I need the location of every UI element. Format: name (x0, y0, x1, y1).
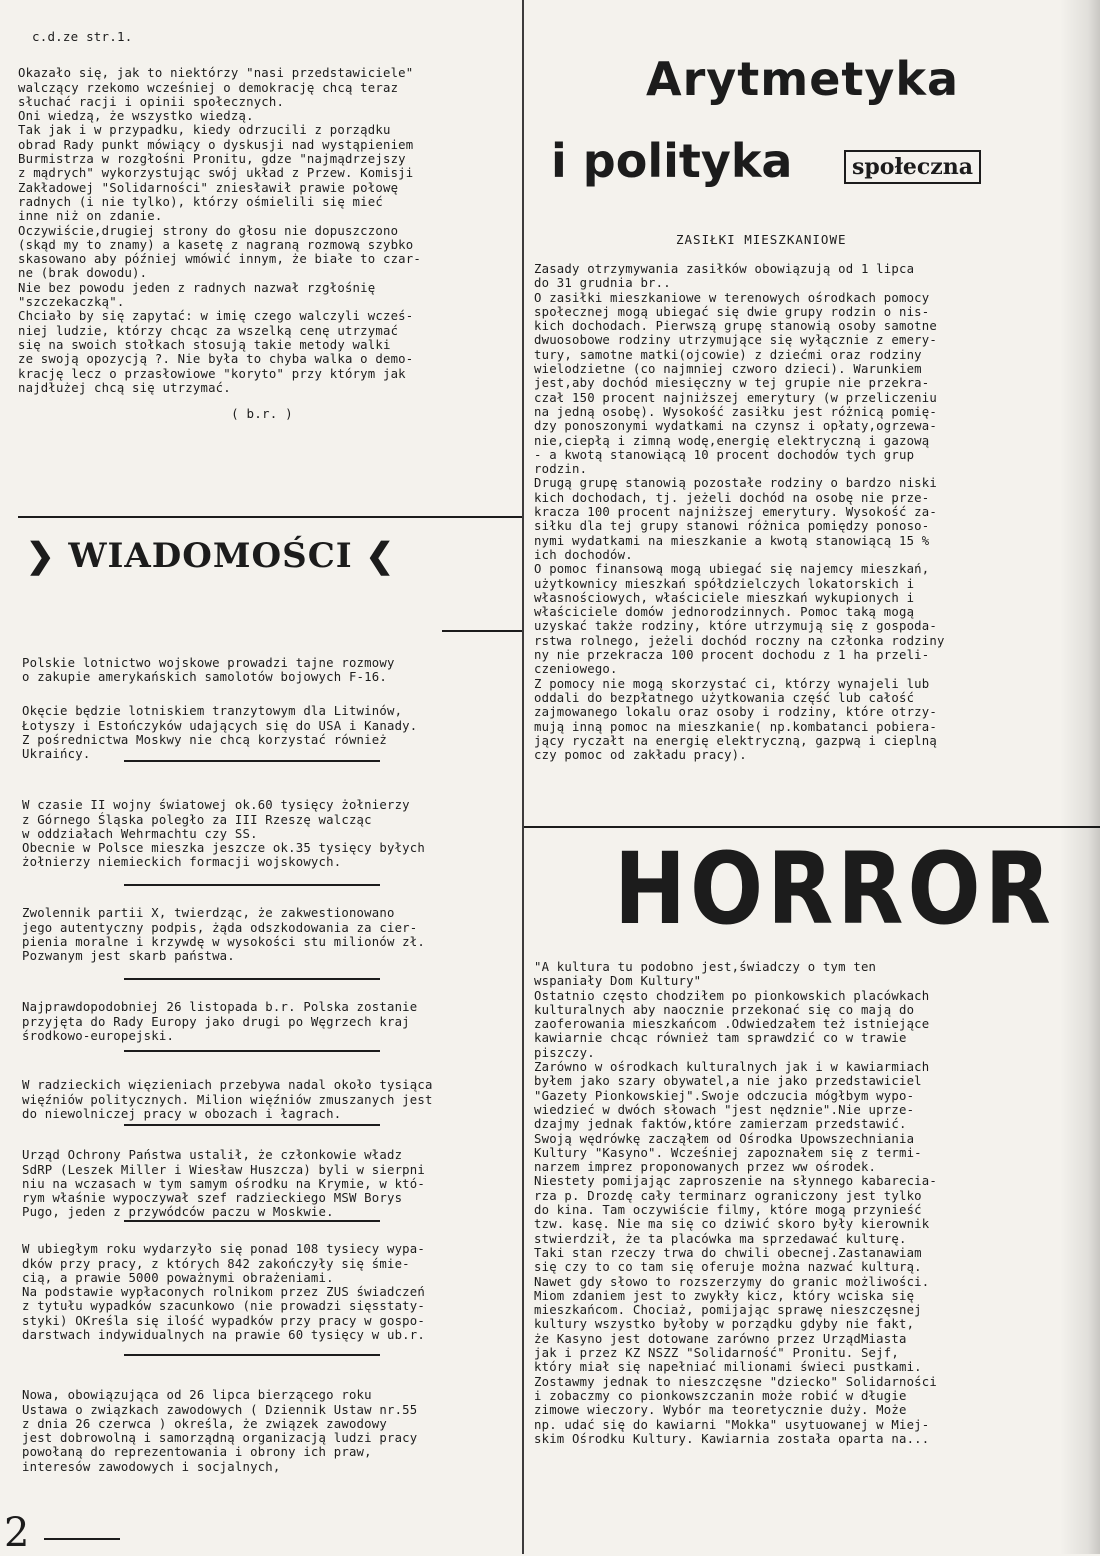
news-separator (124, 760, 380, 762)
arrow-left-icon: ❮ (365, 536, 396, 576)
news-separator (124, 1354, 380, 1356)
news-item-text: W ubiegłym roku wydarzyło się ponad 108 tysiecy wypa- dków przy pracy, z których 842 zakończyły się śmie- cią, a prawie 5000 poważnymi obrażeniami. Na podstawie wypłaconych rolnikom przez ZUS świadczeń z tytułu wypadków szacunkowo (nie prowadzi sięsstaty- styki) OKreśla się ilość wypadków przy pracy w gospo- darstwach indywidualnych na prawie 60 tysięcy w ub.r. (22, 1242, 425, 1343)
news-item-3 (22, 784, 502, 884)
title-spoleczna: społeczna (844, 150, 981, 184)
horror-article: "A kultura tu podobno jest,świadczy o tym ten wspaniały Dom Kultury" Ostatnio często chodziłem po pionkowskich placówkach kulturalnych aby naocznie przekonać się co mają do zaoferowania mieszkańcom .Odwiedzałem też istniejące kawiarnie chcąc również tam sprawdzić co w trawie piszczy. Zarówno w ośrodkach kulturalnych jak i w kawiarmiach byłem jako szary obywatel,a nie jako przedstawiciel "Gazety Pionkowskiej".Swoje odczucia mógłbym wypo- wiedzieć w dwóch słowach "jest nędznie".Nie uprze- dzajmy jednak faktów,które zamierzam przedstawić. Swoją wędrówkę zacząłem od Ośrodka Upowszechniania Kultury "Kasyno". Wcześniej zapoznałem się z termi- narzem imprez proponowanych przez ww ośrodek. Niestety pomijając zaproszenie na słynnego kabareciа- rza p. Drozdę cały terminarz ograniczony jest tylko do kina. Tam oczywiście filmy, które mogą przyniеść tzw. kasę. Nie ma się co dziwić skoro były kierownik stwierdził, że ta placówka ma sprzedawać kulturę. Taki stan rzeczy trwa do chwili obecnej.Zastanawiam się czy to co tam się oferuje można nazwać kulturą. Nawet gdy słowo to rozszerzymy do granic możliwości. Miom zdaniem jest to zwykły kicz, który wciska się mieszkańcom. Chociaż, pomijając sprawę nieszczęsnej kultury wszystko byłoby w porządku gdyby nie fakt, że Kasyno jest dotowane zarówno przez UrządMiasta jak i przez KZ NSZZ "Solidarność" Pronitu. Sejf, który miał się napełniać milionami świeci pustkami. Zostawmy jednak to nieszczęsne "dziecko" Solidarności i zobaczmy co pionkowszczanin może robić w długie zimowe wieczory. Wybór ma teoretycznie duży. Może np. udać się do kawiarni "Mokka" usytuowanej w Miej- skim Ośrodku Kultury. Kawiarnia została oparta na... (534, 960, 937, 1446)
news-separator (124, 884, 380, 886)
news-separator (442, 630, 522, 632)
column-divider (522, 0, 524, 1554)
news-item-2 (22, 690, 502, 776)
news-heading (26, 536, 395, 576)
news-item-9 (22, 1374, 502, 1488)
news-separator (124, 1220, 380, 1222)
left-column (18, 30, 506, 421)
news-separator (124, 1124, 380, 1126)
news-item-text: Nowa, obowiązująca od 26 lipca bierzącego roku Ustawa o związkach zawodowych ( Dziennik Ustaw nr.55 z dnia 26 czerwca ) określa, że związek zawodowy jest dobrowolną i samorządną organizacją ludzi pracy powołaną do reprezentowania i obrony ich praw, interesów zawodowych i socjalnych, (22, 1388, 418, 1474)
news-separator (124, 978, 380, 980)
news-item-text: Najprawdopodobniej 26 listopada b.r. Polska zostanie przyjęta do Rady Europy jako drugi po Węgrzech kraj środkowo-europejski. (22, 1000, 418, 1043)
left-section-divider (18, 516, 522, 518)
news-heading-text: WIADOMOŚCI (68, 536, 353, 576)
horror-heading: HORROR (614, 832, 1055, 947)
right-section-divider (524, 826, 1100, 828)
benefits-article: Zasady otrzymywania zasiłków obowiązują od 1 lipca do 31 grudnia br.. O zasiłki mieszkaniowe w terenowych ośrodkach pomocy społecznej mogą ubiegać się dwie grupy rodzin o nis- kich dochodach. Pierwszą grupę stanowią osoby samotne dwuosobowe rodziny utrzymujące się wyłącznie z emery- tury, samotne matki(ojcowie) z dziećmi oraz rodziny wielodzietne (co najmniej czworo dzieci). Warunkiem jest,aby dochód miesięczny w tej grupie nie przekra- czał 150 procent najniższej emerytury (w przeliczeniu na jedną osobę). Wysokość zasiłku jest różnicą pomię- dzy ponoszonymi wydatkami na czynsz i opłaty,ogrzewa- nie,ciepłą i zimną wodę,energię elektryczną i gazową - a kwotą stanowiącą 10 procent dochodów tych grup rodzin. Drugą grupę stanowią pozostałe rodziny o bardzo niski kich dochodach, tj. jeżeli dochód na osobę nie prze- kracza 100 procent najniższej emerytury. Wysokość za- siłku dla tej grupy stanowi różnica pomiędzy ponoso- nymi wydatkami na mieszkanie a kwotą stanowiącą 15 % ich dochodów. O pomoc finansową mogą ubiegać się najemcy mieszkań, użytkownicy mieszkań spółdzielczych lokatorskich i własnościowych, właściciele mieszkań wykupionych i właściciele domów jednorodzinnych. Pomoc taką mogą uzyskać także rodziny, które utrzymują się z gospoda- rstwa rolnego, jeżeli dochód roczny na członka rodziny ny nie przekracza 100 procent dochodu z 1 ha przeli- czeniowego. Z pomocy nie mogą skorzystać ci, którzy wynajeli lub oddali do bezpłatnego użytkowania część lub całość zajmowanego lokalu oraz osoby i rodziny, które otrzy- mują inną pomoc na mieszkanie( np.kombatanci pobiera- jący ryczałt na energię elektryczną, gazpwą i cieplną czy pomoc od zakładu pracy). (534, 262, 945, 763)
news-item-text: Polskie lotnictwo wojskowe prowadzi tajne rozmowy o zakupie amerykańskich samolotów bojowych F-16. (22, 656, 395, 685)
news-separator (124, 1050, 380, 1052)
news-item-text: Urząd Ochrony Państwa ustalił, że członkowie władz SdRP (Leszek Miller i Wiesław Huszcza) byli w sierpni niu na wczasach w tym samym ośrodku na Krymie, w któ- rym właśnie wypoczywał szef radzieckiego MSW Borys Pugo, jeden z przywódców paczu w Moskwie. (22, 1148, 425, 1220)
news-item-text: W czasie II wojny światowej ok.60 tysięcy żołnierzy z Górnego Śląska poległo za III Rzeszę walcząc w oddziałach Wehrmachtu czy SS. Obecnie w Polsce mieszka jeszcze ok.35 tysięcy byłych żołnierzy niemieckich formacji wojskowych. (22, 798, 425, 870)
title-arytmetyka: Arytmetyka (646, 52, 959, 106)
continued-from-label: c.d.ze str.1. (32, 29, 133, 44)
news-item-text: Zwolennik partii X, twierdząc, że zakwestionowano jego autentyczny podpis, żąda odszkodowania za cier- pienia moralne i krzywdę w wysokości stu milionów zł. Pozwanym jest skarb państwa. (22, 906, 425, 964)
news-item-5 (22, 986, 502, 1057)
benefits-subtitle: ZASIŁKI MIESZKANIOWE (676, 232, 847, 247)
news-item-4 (22, 892, 502, 978)
scan-edge-shadow (1060, 0, 1100, 1554)
page-number-underline (44, 1538, 120, 1540)
news-item-1 (22, 616, 502, 699)
title-polityka: i polityka (551, 134, 793, 188)
opinion-article: Okazało się, jak to niektórzy "nasi przedstawiciele" walczący rzekomo wcześniej o demokrację chcą teraz słuchać racji i opinii społecznych. Oni wiedzą, że wszystko wiedzą. Tak jak i w przypadku, kiedy odrzucili z porządku obrad Rady punkt mówiący o dyskusji nad wystąpieniem Burmistrza w rozgłośni Pronitu, gdze "najmądrzejszy z mądrych" wykorzystując swój układ z Przew. Komisji Zakładowej "Solidarności" zniesławił prawie połowę radnych (i nie tylko), którzy ośmielili się mieć inne niż on zdanie. Oczywiście,drugiej strony do głosu nie dopuszczono (skąd my to znamy) a kasetę z nagraną rozmową szybko skasowano aby później wmówić innym, że białe to czar- ne (brak dowodu). Nie bez powodu jeden z radnych nazwał rzgłośnię "szczekaczką". Chciało by się zapytać: w imię czego walczyli wcześ- niej ludzie, którzy chcąc za wszelką cenę utrzymać się na swoich stołkach stosują takie metody walki ze swoją opozycją ?. Nie była to chyba walka o demo- krację lecz o przasłowiowe "koryto" przy którym jak najdłużej chcą się utrzymać. (18, 66, 421, 395)
news-item-text: Okęcie będzie lotniskiem tranzytowym dla Litwinów, Łotyszy i Estończyków udających się do USA i Kanady. Z pośrednictwa Moskwy nie chcą korzystać również Ukraińcy. (22, 704, 418, 762)
article-signature: ( b.r. ) (231, 406, 293, 422)
news-item-text: W radzieckich więzieniach przebywa nadal około tysiąca więźniów politycznych. Milion więźniów zmuszanych jest do niewolniczej pracy w obozach i łagrach. (22, 1078, 433, 1121)
arrow-right-icon: ❯ (26, 536, 56, 576)
page-number: 2 (4, 1510, 30, 1556)
news-item-8 (22, 1228, 502, 1357)
